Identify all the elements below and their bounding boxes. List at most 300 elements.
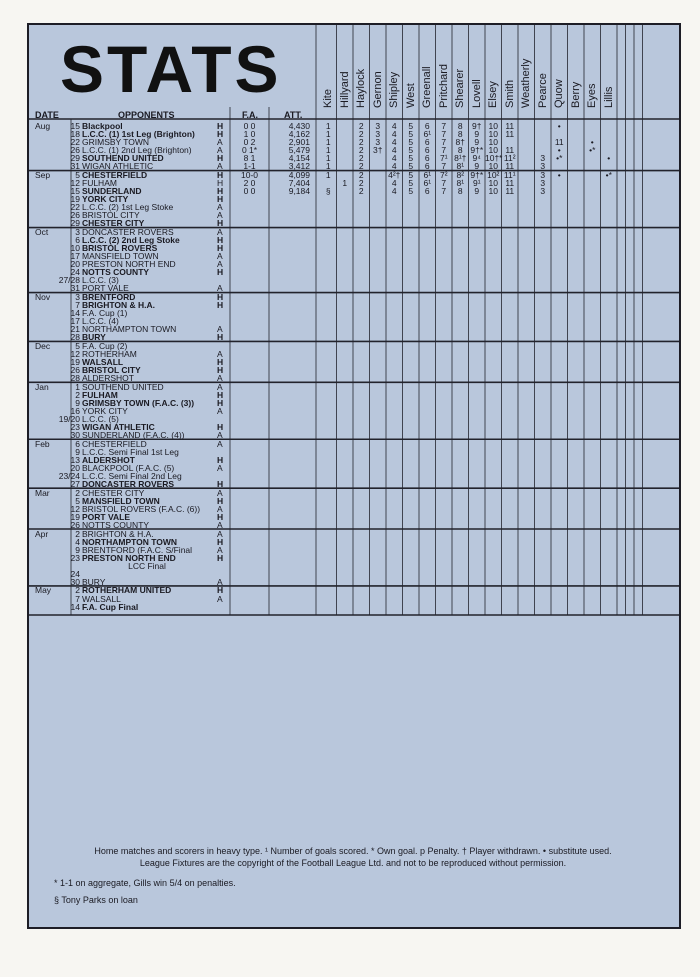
fixture-opponent: PORT VALE: [82, 283, 129, 294]
fixture-venue: H: [217, 585, 224, 596]
player-cell: 7: [441, 178, 447, 189]
fixture-date: 26: [70, 365, 80, 376]
month-label: Dec: [35, 340, 51, 351]
fixture-attendance: 5,479: [288, 145, 310, 156]
fixture-venue: A: [217, 405, 223, 416]
fixture-opponent: L.C.C. (1) 2nd Leg (Brighton): [82, 145, 192, 156]
fixture-opponent: L.C.C. Semi Final 1st Leg: [82, 446, 179, 457]
fixture-opponent: DONCASTER ROVERS: [82, 227, 174, 238]
month-label: Apr: [35, 528, 49, 539]
footer-key: Home matches and scorers in heavy type. ¹ Number of goals scored. * Own goal. p Penalty. † Player withdrawn. • substitute used.: [94, 846, 612, 856]
fixture-score: 8 1: [243, 153, 256, 164]
player-cell: 4: [391, 186, 397, 197]
player-cell: 3: [540, 170, 546, 181]
fixture-venue: A: [217, 381, 223, 392]
player-cell: 10†*: [485, 153, 503, 164]
fixture-date: 23: [70, 422, 80, 433]
player-cell: 8¹: [456, 178, 465, 189]
page-title: STATS: [60, 32, 282, 106]
player-cell: 5: [408, 129, 414, 140]
player-cell: 10: [488, 137, 498, 148]
fixture-attendance: 4,430: [288, 121, 310, 132]
fixture-score: 10-0: [240, 170, 258, 181]
fixture-date: 7: [75, 300, 80, 311]
player-header-quow: Quow: [553, 79, 565, 108]
player-cell: 4: [391, 153, 397, 164]
month-label: Nov: [35, 292, 51, 303]
fixture-opponent: L.C.C. (2) 1st Leg Stoke: [82, 202, 174, 213]
player-cell: 3: [540, 153, 546, 164]
fixture-date: 19/20: [58, 414, 80, 424]
fixture-date: 28: [70, 332, 80, 343]
fixture-opponent: ROTHERHAM: [82, 349, 137, 359]
month-label: Feb: [35, 438, 50, 449]
player-cell: 1: [325, 161, 331, 172]
fixture-date: 31: [70, 283, 80, 294]
fixture-venue: H: [217, 267, 224, 278]
fixture-venue: A: [217, 487, 223, 498]
fixture-opponent: ALDERSHOT: [82, 454, 135, 465]
player-cell: •: [607, 153, 611, 164]
fixture-date: 20: [70, 259, 80, 270]
fixture-score: 1 0: [243, 129, 256, 140]
fixture-date: 31: [70, 161, 80, 172]
fixture-opponent: WALSALL: [82, 357, 124, 368]
fixture-venue: A: [217, 438, 223, 449]
fixture-score: 2 0: [243, 178, 256, 189]
fixture-opponent: BRIGHTON & H.A.: [82, 300, 156, 311]
fixture-opponent: BRISTOL CITY: [82, 210, 140, 221]
player-cell: 3: [375, 129, 381, 140]
player-cell: 11¹: [503, 170, 516, 181]
player-cell: 10: [488, 145, 498, 156]
fixture-date: 2: [75, 487, 80, 498]
fixture-date: 30: [70, 430, 80, 441]
player-cell: 8²: [456, 170, 465, 181]
player-cell: •: [557, 170, 561, 181]
fixture-opponent: SOUTHEND UNITED: [82, 381, 164, 392]
fixture-venue: H: [217, 243, 224, 254]
player-cell: 11: [554, 137, 564, 148]
fixture-opponent: ROTHERHAM UNITED: [82, 585, 172, 596]
fixture-opponent: CHESTER CITY: [82, 218, 145, 229]
player-cell: §: [325, 186, 331, 197]
player-header-berry: Berry: [569, 81, 582, 108]
player-cell: 7: [441, 129, 447, 140]
fixture-venue: A: [217, 462, 223, 473]
fixture-venue: H: [217, 389, 224, 400]
player-cell: 6: [424, 161, 430, 172]
month-label: May: [35, 585, 52, 596]
fixture-score: 0 0: [243, 186, 256, 197]
player-cell: 8: [457, 129, 463, 140]
player-cell: 9⁴: [472, 153, 481, 164]
fixture-score: 0 0: [243, 121, 256, 132]
player-cell: 4: [391, 121, 397, 132]
fixture-venue: A: [217, 161, 223, 172]
player-cell: •: [557, 145, 561, 156]
fixture-date: 26: [70, 145, 80, 156]
fixture-opponent: LCC Final: [128, 560, 166, 571]
fixture-date: 27/28: [58, 275, 80, 286]
player-cell: 5: [408, 186, 414, 197]
player-cell: 11: [505, 121, 515, 132]
player-header-pearce: Pearce: [536, 73, 549, 108]
fixture-venue: H: [217, 511, 224, 522]
fixture-venue: H: [217, 129, 224, 140]
player-cell: 11: [505, 129, 515, 140]
player-cell: 4: [391, 129, 397, 140]
fixture-venue: H: [217, 121, 224, 132]
fixture-opponent: L.C.C. (1) 1st Leg (Brighton): [82, 129, 195, 140]
fixture-venue: H: [217, 365, 224, 376]
player-header-smith: Smith: [503, 79, 516, 108]
fixture-venue: H: [217, 292, 224, 303]
header-opponents: OPPONENTS: [118, 110, 175, 120]
fixture-opponent: L.C.C. (3): [82, 275, 119, 286]
player-cell: 5: [408, 161, 414, 172]
player-cell: 6¹: [423, 178, 432, 189]
fixture-opponent: L.C.C. (5): [82, 414, 119, 424]
fixture-venue: H: [217, 397, 224, 408]
player-cell: 6¹: [423, 170, 432, 181]
player-header-gernon: Gernon: [371, 71, 384, 108]
fixture-opponent: PORT VALE: [82, 511, 131, 522]
fixture-opponent: WIGAN ATHLETIC: [82, 161, 154, 172]
fixture-venue: H: [217, 357, 224, 368]
player-cell: 1: [325, 153, 331, 164]
fixture-venue: A: [217, 202, 223, 213]
fixture-venue: A: [217, 227, 223, 238]
player-header-west: West: [404, 83, 417, 108]
player-cell: 3†: [373, 145, 383, 156]
player-cell: 2: [358, 129, 364, 140]
fixture-opponent: GRIMSBY TOWN (F.A.C. (3)): [82, 397, 195, 408]
fixture-venue: A: [217, 503, 223, 514]
fixture-opponent: BRISTOL ROVERS (F.A.C. (6)): [82, 503, 201, 514]
player-cell: 3: [375, 137, 381, 148]
fixture-score: 0 2: [243, 137, 256, 148]
player-cell: 6: [424, 186, 430, 197]
fixture-date: 1: [75, 381, 80, 392]
fixture-date: 16: [70, 405, 80, 416]
player-header-pritchard: Pritchard: [437, 63, 450, 108]
fixture-attendance: 3,412: [288, 161, 310, 172]
month-label: Oct: [35, 227, 49, 238]
fixture-attendance: 2,901: [288, 137, 310, 148]
player-cell: 6: [424, 137, 430, 148]
fixture-date: 27: [70, 479, 80, 489]
footer-note-aggregate: * 1-1 on aggregate, Gills win 5/4 on penalties.: [54, 878, 236, 888]
player-cell: 5: [408, 121, 414, 132]
player-cell: •*: [589, 145, 596, 156]
fixture-venue: A: [217, 251, 223, 262]
month-label: Aug: [35, 121, 51, 132]
fixture-opponent: FULHAM: [82, 389, 118, 400]
fixture-date: 3: [75, 227, 80, 238]
fixture-date: 30: [70, 576, 80, 587]
fixture-venue: A: [217, 324, 223, 335]
player-cell: 8¹†: [454, 153, 467, 164]
player-cell: 8: [457, 145, 463, 156]
player-cell: 2: [358, 161, 364, 172]
fixture-opponent: DONCASTER ROVERS: [82, 479, 175, 489]
header-fa: F.A.: [242, 110, 259, 120]
player-cell: 6: [424, 121, 430, 132]
player-header-lillis: Lillis: [602, 86, 615, 108]
player-header-shipley: Shipley: [388, 71, 400, 108]
player-cell: 1: [325, 137, 331, 148]
fixture-date: 19: [70, 194, 80, 205]
player-cell: 10²: [487, 170, 500, 181]
fixture-venue: H: [217, 454, 224, 465]
fixture-date: 5: [75, 170, 80, 181]
fixture-opponent: BRENTFORD (F.A.C. S/Final: [82, 544, 193, 555]
fixture-date: 9: [75, 446, 80, 457]
fixture-opponent: NORTHAMPTON TOWN: [82, 324, 177, 335]
header-date: DATE: [35, 110, 59, 120]
player-cell: 9¹: [472, 178, 481, 189]
fixture-opponent: FULHAM: [82, 178, 117, 189]
fixture-opponent: YORK CITY: [82, 194, 129, 205]
player-cell: 3: [540, 186, 546, 197]
fixture-date: 12: [70, 503, 80, 514]
fixture-date: 18: [70, 129, 80, 140]
fixture-venue: A: [217, 373, 223, 384]
player-cell: 7: [441, 137, 447, 148]
fixture-venue: H: [217, 495, 224, 506]
fixture-venue: A: [217, 137, 223, 148]
fixture-date: 29: [70, 218, 80, 229]
fixture-date: 12: [70, 178, 80, 189]
fixture-venue: A: [217, 349, 223, 359]
fixture-date: 22: [70, 202, 80, 213]
fixture-date: 9: [75, 397, 80, 408]
fixture-date: 19: [70, 357, 80, 368]
fixture-date: 28: [70, 373, 80, 384]
fixture-opponent: F.A. Cup (2): [82, 340, 128, 351]
fixture-date: 26: [70, 519, 80, 530]
fixture-opponent: SOUTHEND UNITED: [82, 153, 164, 164]
player-cell: 5: [408, 178, 414, 189]
fixture-venue: A: [217, 210, 223, 221]
player-cell: 5: [408, 137, 414, 148]
player-cell: 7: [441, 186, 447, 197]
player-cell: 11: [505, 178, 515, 189]
fixture-opponent: BURY: [82, 332, 106, 343]
fixture-opponent: F.A. Cup (1): [82, 308, 128, 319]
fixture-venue: H: [217, 153, 224, 164]
fixture-opponent: L.C.C. (2) 2nd Leg Stoke: [82, 235, 180, 246]
player-cell: 4: [391, 137, 397, 148]
fixture-venue: H: [217, 235, 224, 246]
player-cell: 1: [342, 178, 348, 189]
player-cell: 1: [325, 170, 331, 181]
fixture-venue: H: [217, 170, 224, 181]
fixture-opponent: BLACKPOOL (F.A.C. (5): [82, 462, 175, 473]
player-header-kite: Kite: [322, 89, 334, 108]
player-cell: 8: [457, 186, 463, 197]
fixture-opponent: Blackpool: [82, 121, 123, 132]
fixture-date: 2: [75, 528, 80, 539]
fixture-venue: A: [217, 430, 223, 441]
fixture-venue: H: [217, 536, 224, 547]
fixture-date: 9: [75, 544, 80, 555]
fixture-date: 29: [70, 153, 80, 164]
fixture-date: 15: [70, 121, 80, 132]
fixture-venue: H: [217, 552, 224, 563]
fixture-opponent: BRENTFORD: [82, 292, 136, 303]
player-header-greenall: Greenall: [421, 66, 433, 108]
player-cell: •*: [605, 170, 612, 181]
player-cell: 5: [408, 145, 414, 156]
month-label: Mar: [35, 487, 50, 498]
player-cell: 3: [540, 178, 546, 189]
fixture-opponent: BRIGHTON & H.A.: [82, 528, 154, 539]
fixture-date: 24: [70, 267, 80, 278]
player-cell: •: [557, 121, 561, 132]
fixture-date: 23: [70, 552, 80, 563]
fixture-date: 19: [70, 511, 80, 522]
player-cell: 7: [441, 161, 447, 172]
fixture-date: 10: [70, 243, 80, 254]
fixture-opponent: PRESTON NORTH END: [82, 552, 176, 563]
player-cell: 11: [505, 186, 515, 197]
fixture-opponent: YORK CITY: [82, 405, 128, 416]
player-header-haylock: Haylock: [355, 68, 367, 108]
fixture-opponent: L.C.C. Semi Final 2nd Leg: [82, 470, 182, 481]
fixture-venue: H: [217, 479, 224, 489]
fixture-date: 21: [70, 324, 80, 335]
fixture-opponent: L.C.C. (4): [82, 316, 119, 327]
fixture-opponent: BURY: [82, 576, 106, 587]
fixture-venue: H: [217, 218, 224, 229]
month-label: Jan: [35, 381, 49, 392]
fixture-venue: H: [217, 300, 224, 311]
player-cell: 9: [474, 186, 480, 197]
player-cell: 10: [488, 161, 498, 172]
player-cell: 6: [424, 153, 430, 164]
fixture-opponent: CHESTERFIELD: [82, 438, 147, 449]
fixture-date: 6: [75, 235, 80, 246]
fixture-date: 12: [70, 349, 80, 359]
player-cell: 2: [358, 137, 364, 148]
player-cell: 10: [488, 178, 498, 189]
fixture-opponent: PRESTON NORTH END: [82, 259, 176, 270]
fixture-attendance: 4,099: [288, 170, 310, 181]
fixture-attendance: 4,154: [288, 153, 310, 164]
player-cell: 6: [424, 145, 430, 156]
player-header-elsey: Elsey: [487, 81, 499, 108]
fixture-date: 6: [75, 438, 80, 449]
player-cell: 9†*: [470, 170, 484, 181]
player-cell: 5: [408, 153, 414, 164]
fixture-opponent: BRISTOL CITY: [82, 365, 141, 376]
fixture-opponent: ALDERSHOT: [82, 373, 134, 384]
fixture-date: 2: [75, 389, 80, 400]
fixture-opponent: BRISTOL ROVERS: [82, 243, 158, 254]
fixture-date: 20: [70, 462, 80, 473]
fixture-venue: A: [217, 259, 223, 270]
fixture-date: 3: [75, 292, 80, 303]
fixture-date: 13: [70, 454, 80, 465]
month-label: Sep: [35, 170, 51, 181]
player-cell: 7¹: [439, 153, 448, 164]
player-cell: 1: [325, 121, 331, 132]
fixture-venue: A: [217, 519, 223, 530]
fixture-date: 24: [70, 568, 80, 579]
player-header-weatherly: Weatherly: [520, 58, 532, 108]
player-cell: 9: [474, 161, 480, 172]
header-att: ATT.: [284, 110, 303, 120]
player-header-hillyard: Hillyard: [338, 71, 351, 108]
player-cell: 2: [358, 186, 364, 197]
fixture-date: 17: [70, 316, 80, 327]
fixture-venue: H: [217, 186, 224, 197]
player-cell: •: [590, 137, 594, 148]
player-header-shearer: Shearer: [454, 68, 466, 108]
footer-copyright: League Fixtures are the copyright of the Football League Ltd. and not to be reproduced without permission.: [139, 858, 567, 868]
fixture-attendance: 9,184: [288, 186, 310, 197]
player-cell: 8: [457, 121, 463, 132]
fixture-opponent: MANSFIELD TOWN: [82, 251, 159, 262]
fixture-opponent: CHESTERFIELD: [82, 170, 148, 181]
player-cell: 2: [358, 153, 364, 164]
player-cell: 3: [375, 121, 381, 132]
player-cell: 5: [408, 170, 414, 181]
player-cell: 3: [540, 161, 546, 172]
fixture-venue: A: [217, 283, 223, 294]
player-cell: 2: [358, 178, 364, 189]
player-cell: •*: [556, 153, 563, 164]
player-cell: 2: [358, 121, 364, 132]
fixture-opponent: WALSALL: [82, 593, 121, 604]
fixture-opponent: WIGAN ATHLETIC: [82, 422, 155, 433]
player-cell: 8¹: [456, 161, 465, 172]
fixture-date: 2: [75, 585, 80, 596]
player-cell: 7: [441, 145, 447, 156]
player-cell: 1: [325, 145, 331, 156]
player-cell: 2: [358, 145, 364, 156]
fixture-venue: A: [217, 593, 223, 604]
fixture-venue: H: [217, 422, 224, 433]
fixture-attendance: 7,404: [288, 178, 310, 189]
fixture-venue: H: [217, 332, 224, 343]
player-cell: 4²†: [388, 170, 401, 181]
fixture-opponent: SUNDERLAND (F.A.C. (4)): [82, 430, 185, 441]
player-header-lovell: Lovell: [470, 79, 483, 108]
fixture-venue: A: [217, 576, 223, 587]
fixture-venue: A: [217, 145, 223, 156]
player-cell: 7: [441, 121, 447, 132]
player-header-eyes: Eyes: [586, 83, 598, 108]
player-cell: 9†: [472, 121, 482, 132]
fixture-date: 5: [75, 340, 80, 351]
fixture-opponent: F.A. Cup Final: [82, 601, 139, 612]
fixture-date: 26: [70, 210, 80, 221]
fixture-venue: H: [217, 178, 224, 189]
fixture-venue: A: [217, 528, 223, 539]
player-cell: 8†: [455, 137, 465, 148]
player-cell: 11: [505, 161, 515, 172]
fixture-date: 14: [70, 308, 80, 319]
fixture-opponent: NOTTS COUNTY: [82, 519, 150, 530]
fixture-date: 17: [70, 251, 80, 262]
player-cell: 10: [488, 121, 498, 132]
player-cell: 4: [391, 178, 397, 189]
player-cell: 1: [325, 129, 331, 140]
fixture-opponent: MANSFIELD TOWN: [82, 495, 160, 506]
